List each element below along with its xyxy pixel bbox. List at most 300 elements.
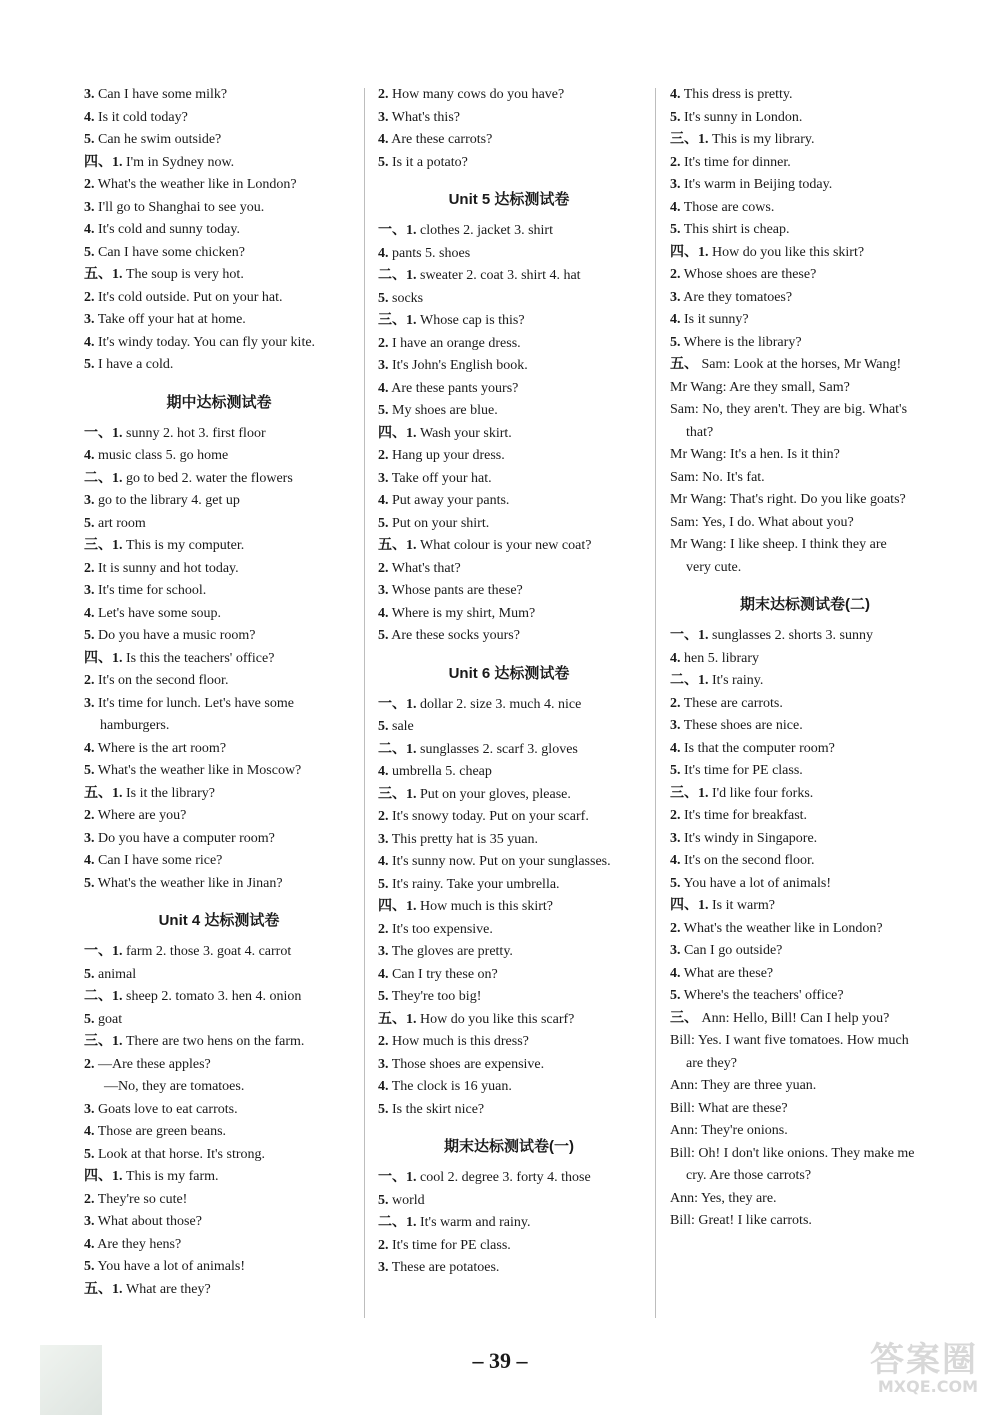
item-number: 5. [378,719,389,734]
answer-line [378,716,640,739]
answer-line [670,242,940,265]
answer-text: hamburgers. [100,718,170,733]
answer-line [84,84,354,107]
answer-text: socks [392,290,424,306]
answer-line [84,219,354,242]
answer-line [378,829,640,852]
answer-text: My shoes are blue. [392,403,498,418]
item-number: 4. [378,966,389,982]
answer-text: There are two hens on the farm. [126,1034,305,1049]
item-number: 2. [670,154,681,170]
item-number: 2. [84,289,95,305]
item-number: 4. [84,605,95,621]
answer-text: Bill: What are these? [670,1100,788,1116]
section-heading: Unit 5 达标测试卷 [448,191,570,208]
answer-line [670,895,940,918]
item-number: 4. [670,87,681,102]
answer-text: It's sunny now. Put on your sunglasses. [392,854,611,869]
answer-line [670,1188,940,1211]
answer-text: farm 2. those 3. goat 4. carrot [126,944,292,959]
item-number: 三、1. [378,786,417,802]
item-number: 二、1. [378,741,417,757]
answer-line [378,851,640,874]
answer-line [84,828,354,851]
answer-text: Where is my shirt, Mum? [391,605,536,621]
item-number: 4. [378,493,389,508]
answer-line [378,806,640,829]
answer-line [84,490,354,513]
answer-text: Wash your skirt. [420,425,512,441]
answer-text: It's windy in Singapore. [684,830,818,846]
item-number: 5. [670,988,681,1003]
answer-text: How do you like this scarf? [420,1011,575,1027]
item-number: 一、1. [84,944,123,959]
answer-line [670,1030,940,1053]
answer-line [378,1212,640,1235]
answer-line [84,1211,354,1234]
answer-text: Hang up your dress. [392,448,505,463]
answer-text: I have an orange dress. [392,335,521,351]
item-number: 4. [84,740,95,756]
answer-text: It's time for PE class. [392,1237,511,1253]
item-number: 四、1. [378,425,417,441]
answer-text: Take off your hat. [391,470,492,486]
item-number: 五、1. [84,785,123,801]
answer-line [670,129,940,152]
answer-line [670,557,940,580]
item-number: 二、1. [378,268,417,283]
answer-text: What about those? [97,1214,202,1229]
answer-line [84,603,354,626]
answer-line [84,625,354,648]
answer-text: sale [392,719,414,734]
answer-text: How do you like this skirt? [712,244,865,260]
answer-line [84,1076,354,1099]
answer-line [84,693,354,716]
item-number: 3. [378,1056,389,1072]
answer-line [378,288,640,311]
answer-text: What colour is your new coat? [420,538,592,553]
answer-line [84,580,354,603]
answer-line [378,1257,640,1280]
item-number: 4. [670,650,681,666]
column-divider [655,88,656,1318]
answer-line [84,1099,354,1122]
answer-text: Mr Wang: Are they small, Sam? [670,379,850,395]
answer-text: This pretty hat is 35 yuan. [391,831,538,847]
answer-text: This is my library. [712,132,815,147]
item-number: 4. [84,853,95,868]
item-number: 3. [670,177,681,192]
answer-text: are they? [686,1055,737,1071]
answer-text: It's on the second floor. [684,853,815,868]
answer-text: Where's the teachers' office? [683,988,844,1003]
answer-text: It's time for dinner. [684,154,791,170]
answer-text: These shoes are nice. [683,718,803,733]
answer-text: How much is this skirt? [420,899,553,914]
answer-line [378,1099,640,1122]
answer-text: Can I have some milk? [98,87,228,102]
answer-line [670,197,940,220]
answer-text: Put on your shirt. [392,515,490,531]
item-number: 5. [84,515,95,531]
answer-line [378,333,640,356]
answer-line [670,174,940,197]
answer-text: Mr Wang: That's right. Do you like goats? [670,492,906,507]
answer-text: Can I go outside? [684,943,783,958]
item-number: 五、 [670,357,698,372]
answer-line [84,174,354,197]
answer-text: Are they tomatoes? [683,289,793,305]
answer-line [84,1054,354,1077]
answer-text: Whose shoes are these? [683,267,817,282]
answer-line [670,1143,940,1166]
answer-line [670,985,940,1008]
item-number: 5. [84,1011,95,1027]
item-number: 2. [378,921,389,937]
item-number: 4. [378,605,389,621]
answer-text: Put on your gloves, please. [420,786,571,802]
answer-text: I'd like four forks. [712,785,814,801]
answer-line [84,941,354,964]
item-number: 4. [84,334,95,350]
item-number: 2. [670,695,681,711]
item-number: 4. [84,1124,95,1139]
answer-text: Mr Wang: I like sheep. I think they are [670,537,887,552]
answer-line [378,874,640,897]
section-heading: 期中达标测试卷 [166,393,272,411]
answer-text: It's time for school. [98,583,207,598]
answer-line [378,558,640,581]
answer-text: go to bed 2. water the flowers [126,470,293,486]
answer-line [670,354,940,377]
answer-text: cry. Are those carrots? [686,1168,812,1183]
answer-line [670,219,940,242]
answer-text: Is the skirt nice? [392,1101,485,1117]
answer-text: It's rainy. [712,673,764,688]
answer-line [670,152,940,175]
answer-text: —Are these apples? [98,1056,211,1072]
item-number: 一、1. [378,696,417,712]
answer-text: It's cold outside. Put on your hat. [98,289,283,305]
answer-line [378,625,640,648]
answer-line [378,941,640,964]
answer-text: very cute. [686,559,742,575]
answer-text: Ann: Hello, Bill! Can I help you? [701,1010,890,1026]
answer-line [378,1031,640,1054]
answer-line [378,1076,640,1099]
answer-text: clothes 2. jacket 3. shirt [420,223,553,238]
answer-text: Ann: Yes, they are. [670,1190,777,1206]
answer-line [670,1008,940,1031]
item-number: 四、1. [84,650,123,666]
answer-line [84,1189,354,1212]
item-number: 2. [84,673,95,688]
answer-text: Ann: They're onions. [670,1123,788,1138]
answer-text: Where is the art room? [97,740,227,756]
answer-line [378,378,640,401]
answer-line [670,309,940,332]
answer-line [378,220,640,243]
answer-line [378,513,640,536]
answer-line [670,828,940,851]
item-number: 一、1. [378,223,417,238]
answer-text: The clock is 16 yuan. [391,1079,512,1094]
answer-line [378,1190,640,1213]
answer-text: Take off your hat at home. [97,312,246,327]
item-number: 2. [670,920,681,936]
item-number: 4. [378,1079,389,1094]
answer-line [378,986,640,1009]
answer-text: Are these pants yours? [391,380,519,396]
answer-line [84,354,354,377]
section-heading: Unit 6 达标测试卷 [448,664,570,682]
answer-text: sweater 2. coat 3. shirt 4. hat [420,268,581,283]
item-number: 5. [84,628,95,643]
answer-line [378,423,640,446]
item-number: 4. [378,764,389,779]
item-number: 2. [378,1237,389,1253]
answer-line [378,445,640,468]
answer-text: music class 5. go home [98,448,229,463]
item-number: 5. [378,154,389,170]
answer-text: Bill: Great! I like carrots. [670,1213,812,1228]
item-number: 5. [378,290,389,306]
answer-line [670,1053,940,1076]
answer-line [378,739,640,762]
answer-line [670,670,940,693]
answer-text: Do you have a computer room? [98,830,275,846]
item-number: 5. [670,875,681,891]
item-number: 3. [84,583,95,598]
item-number: 5. [378,515,389,531]
answer-text: Where are you? [97,808,187,823]
answer-line [670,648,940,671]
item-number: 2. [378,87,389,102]
column-divider [364,88,365,1318]
item-number: 三、1. [670,785,709,801]
item-number: 3. [378,109,389,125]
answer-text: It's rainy. Take your umbrella. [392,876,560,892]
answer-line [84,107,354,130]
item-number: 5. [378,403,389,418]
answer-column-right [670,84,940,1233]
answer-text: It's time for PE class. [684,763,803,778]
item-number: 四、1. [670,244,709,260]
answer-line [670,693,940,716]
answer-line [670,1120,940,1143]
item-number: 4. [670,740,681,756]
answer-line [670,940,940,963]
item-number: 三、1. [84,538,123,553]
answer-text: It's time for breakfast. [684,808,808,823]
item-number: 5. [378,1101,389,1117]
item-number: 5. [84,1259,95,1274]
answer-line [670,444,940,467]
item-number: 4. [670,312,681,327]
answer-line [84,1031,354,1054]
item-number: 5. [84,244,95,260]
item-number: 4. [378,380,389,396]
answer-text: I'll go to Shanghai to see you. [98,199,265,215]
answer-text: You have a lot of animals! [683,875,831,891]
answer-line [670,467,940,490]
item-number: 五、1. [378,538,417,553]
item-number: 四、1. [670,898,709,913]
answer-text: Do you have a music room? [98,628,256,643]
answer-line [378,84,640,107]
item-number: 3. [378,470,389,486]
item-number: 2. [378,809,389,824]
answer-text: It's cold and sunny today. [98,222,240,237]
answer-line [670,738,940,761]
answer-text: art room [98,515,146,531]
answer-line [84,760,354,783]
item-number: 2. [378,448,389,463]
answer-line [84,964,354,987]
item-number: 一、1. [378,1170,417,1185]
answer-line [84,738,354,761]
item-number: 4. [670,199,681,215]
answer-line [378,1167,640,1190]
answer-line [84,1234,354,1257]
answer-text: Are these carrots? [391,132,493,147]
answer-line [670,1210,940,1233]
item-number: 2. [84,1191,95,1207]
item-number: 4. [670,965,681,981]
item-number: 2. [378,560,389,576]
item-number: 3. [670,289,681,305]
answer-line [670,1075,940,1098]
answer-line [670,760,940,783]
answer-line [378,243,640,266]
item-number: 3. [84,1214,95,1229]
answer-text: What's the weather like in Moscow? [97,763,302,778]
answer-line [84,1166,354,1189]
answer-text: Whose cap is this? [420,313,525,328]
answer-line [378,603,640,626]
item-number: 2. [378,1034,389,1049]
item-number: 5. [378,1192,389,1208]
answer-text: It's snowy today. Put on your scarf. [392,809,589,824]
answer-line [84,783,354,806]
item-number: 3. [378,944,389,959]
answer-line [84,558,354,581]
item-number: 三、1. [670,132,709,147]
answer-text: Is it sunny? [684,312,749,327]
answer-line [670,332,940,355]
answer-text: Is it cold today? [98,109,188,125]
item-number: 5. [84,132,95,147]
answer-text: animal [98,966,137,982]
answer-line [670,918,940,941]
answer-text: goat [98,1011,123,1027]
answer-text: It's windy today. You can fly your kite. [98,334,316,350]
item-number: 4. [84,448,95,463]
item-number: 5. [670,222,681,237]
answer-line [670,625,940,648]
answer-text: The gloves are pretty. [391,944,513,959]
answer-text: sunny 2. hot 3. first floor [126,425,266,441]
answer-text: What's this? [391,109,460,125]
answer-line [84,873,354,896]
answer-text: Can I have some chicken? [98,244,245,260]
answer-text: This is my computer. [126,538,245,553]
answer-text: sunglasses 2. scarf 3. gloves [420,741,578,757]
answer-line [670,84,940,107]
answer-text: Put away your pants. [392,493,510,508]
answer-text: What's that? [391,560,461,576]
page-number: – 39 – [472,1348,528,1373]
section-heading: Unit 4 达标测试卷 [158,912,280,929]
answer-line [84,152,354,175]
item-number: 五、1. [84,267,123,282]
item-number: 三、1. [378,313,417,328]
answer-line [84,513,354,536]
item-number: 5. [378,628,389,643]
answer-line [378,1235,640,1258]
answer-line [84,129,354,152]
answer-text: This dress is pretty. [683,87,793,102]
answer-text: How much is this dress? [392,1034,529,1049]
answer-text: umbrella 5. cheap [392,764,492,779]
item-number: 5. [670,334,681,350]
site-watermark [828,1342,978,1397]
item-number: 3. [84,1101,95,1117]
item-number: 3. [378,831,389,847]
answer-text: sunglasses 2. shorts 3. sunny [712,628,874,643]
answer-text: What's the weather like in Jinan? [97,875,283,891]
answer-text: Sam: Yes, I do. What about you? [670,514,854,530]
answer-text: Can he swim outside? [98,132,222,147]
answer-text: It's sunny in London. [684,109,803,125]
answer-line [84,670,354,693]
answer-line [84,264,354,287]
item-number: 4. [378,245,389,261]
answer-text: hen 5. library [684,650,760,666]
answer-text: I have a cold. [98,357,174,372]
answer-text: Is it warm? [712,898,775,913]
answer-text: This is my farm. [126,1169,219,1184]
answer-text: Mr Wang: It's a hen. Is it thin? [670,447,840,462]
answer-text: How many cows do you have? [392,87,565,102]
answer-line [378,694,640,717]
watermark-url: MXQE.COM [877,1377,978,1396]
answer-line [378,580,640,603]
answer-line [378,152,640,175]
answer-text: These are carrots. [683,695,783,711]
answer-text: I'm in Sydney now. [126,154,235,170]
item-number: 2. [84,808,95,823]
item-number: 二、1. [378,1215,417,1230]
item-number: 5. [670,109,681,125]
answer-text: Bill: Yes. I want five tomatoes. How much [670,1033,909,1048]
answer-line [84,445,354,468]
answer-line [670,107,940,130]
answer-text: Are these socks yours? [391,628,520,643]
answer-text: Is this the teachers' office? [126,650,275,666]
answer-text: It's John's English book. [392,358,528,373]
item-number: 二、1. [670,673,709,688]
answer-line [670,1165,940,1188]
item-number: 4. [378,132,389,147]
answer-line [670,963,940,986]
answer-text: cool 2. degree 3. forty 4. those [420,1170,591,1185]
section-heading: 期末达标测试卷(一) [444,1138,574,1155]
answer-text: Goats love to eat carrots. [98,1101,238,1117]
item-number: 3. [84,199,95,215]
answer-text: sheep 2. tomato 3. hen 4. onion [126,989,302,1004]
